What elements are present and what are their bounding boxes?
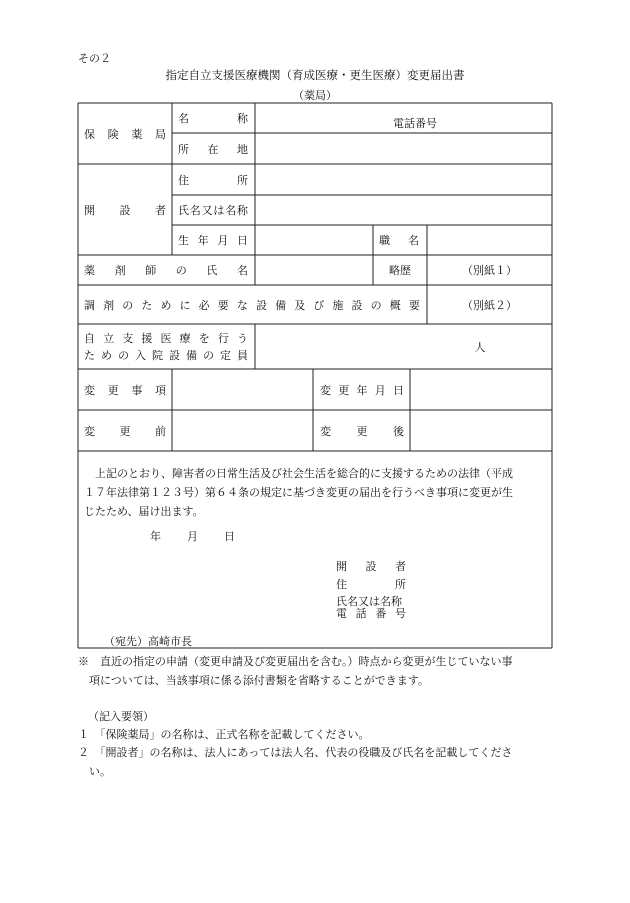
inpatient-unit: 人: [474, 341, 486, 354]
pharmacist-name-field[interactable]: [256, 256, 372, 284]
instruction-item-2-line-1: ２ 「開設者」の名称は、法人にあっては法人名、代表の役職及び氏名を記載してくださ: [78, 746, 513, 759]
birthdate-label: 生 年 月 日: [178, 234, 248, 247]
location-field[interactable]: [256, 134, 551, 163]
pharmacist-name-label: 薬 剤 師 の 氏 名: [84, 264, 248, 277]
note-asterisk-line-1: ※ 直近の指定の申請（変更申請及び変更届出を含む。）時点から変更が生じていない事: [78, 655, 513, 668]
declaration-line-3: じたため、届け出ます。: [84, 505, 204, 518]
signature-address: 住 所: [336, 578, 406, 591]
pharmacy-name-field[interactable]: [256, 104, 384, 132]
founder-label: 開 設 者: [84, 203, 166, 217]
inpatient-label-line2: た め の 入 院 設 備 の 定 員: [84, 348, 248, 362]
declaration-line-1: 上記のとおり、障害者の日常生活及び社会生活を総合的に支援するための法律（平成: [84, 467, 513, 480]
declaration-text: [84, 464, 552, 521]
before-change-field[interactable]: [173, 411, 312, 450]
declaration-line-2: １７年法律第１２３号）第６４条の規定に基づき変更の届出を行うべき事項に変更が生: [84, 486, 513, 499]
position-field[interactable]: [428, 226, 551, 254]
location-label: 所 在 地: [178, 142, 248, 156]
form-subtitle: （薬局）: [293, 89, 337, 102]
instructions-heading: （記入要領）: [88, 710, 154, 723]
instruction-item-1: １ 「保険薬局」の名称は、正式名称を記載してください。: [78, 728, 370, 741]
position-label: 職 名: [379, 234, 419, 247]
address-label: 住 所: [178, 173, 248, 187]
pharmacy-label: 保 険 薬 局: [84, 127, 166, 141]
address-field[interactable]: [256, 165, 551, 194]
month-label: 月: [187, 530, 198, 543]
inpatient-label-line1: 自 立 支 援 医 療 を 行 う: [84, 331, 248, 345]
signature-phone: 電 話 番 号: [336, 607, 406, 620]
phone-label: 電話番号: [393, 117, 437, 130]
career-label: 略歴: [389, 264, 411, 277]
note-asterisk-line-2: 項については、当該事項に係る添付書類を省略することができます。: [78, 674, 429, 687]
page-label: その２: [78, 52, 111, 65]
attachment-1-note: （別紙１）: [462, 264, 517, 277]
signature-name: 氏名又は名称: [336, 595, 402, 608]
after-change-field[interactable]: [411, 411, 551, 450]
after-change-label: 変 更 後: [320, 424, 404, 438]
change-date-label: 変 更 年 月 日: [320, 383, 404, 397]
signature-founder: 開 設 者: [336, 560, 406, 573]
founder-name-field[interactable]: [256, 196, 551, 224]
change-date-field[interactable]: [411, 370, 551, 409]
facilities-label: 調 剤 の た め に 必 要 な 設 備 及 び 施 設 の 概 要: [84, 298, 420, 312]
day-label: 日: [224, 530, 235, 543]
change-item-field[interactable]: [173, 370, 312, 409]
addressee: （宛先）高崎市長: [104, 635, 192, 648]
submission-date: [150, 528, 235, 544]
birthdate-field[interactable]: [256, 226, 372, 254]
instruction-item-2-line-2: い。: [78, 765, 111, 778]
attachment-2-note: （別紙２）: [462, 298, 517, 312]
phone-field[interactable]: [452, 104, 551, 132]
inpatient-capacity-field[interactable]: [256, 325, 476, 368]
change-item-label: 変 更 事 項: [84, 383, 166, 397]
before-change-label: 変 更 前: [84, 424, 166, 438]
name-label: 名 称: [178, 112, 248, 125]
year-label: 年: [150, 530, 161, 543]
inpatient-capacity-label: [84, 324, 248, 369]
founder-name-label: 氏 名 又 は 名 称: [178, 204, 248, 217]
form-title: 指定自立支援医療機関（育成医療・更生医療）変更届出書: [165, 68, 465, 82]
